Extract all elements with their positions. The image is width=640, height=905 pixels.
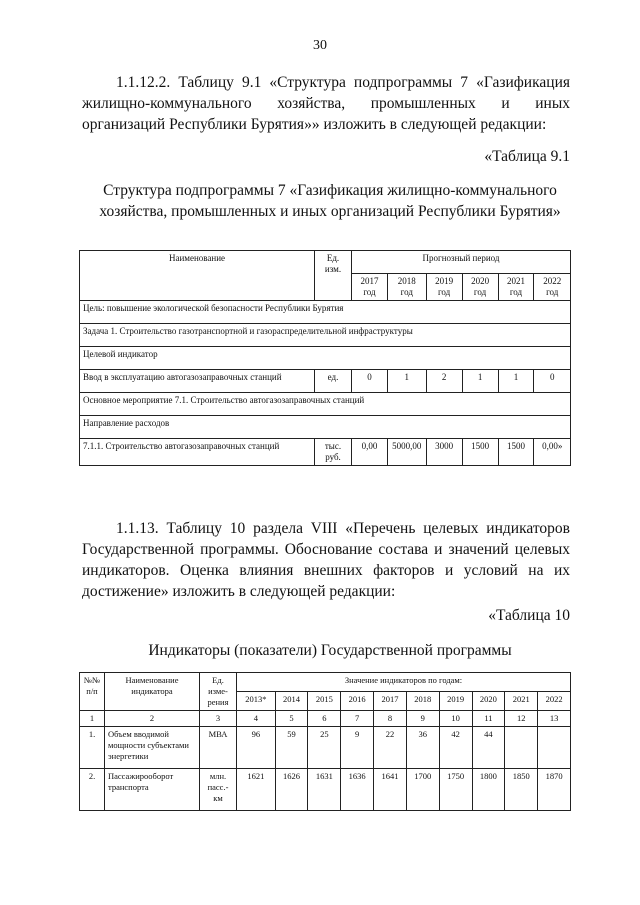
colnum-cell: 1: [80, 711, 105, 727]
table-row: [80, 370, 571, 393]
year-cell: 2018 год: [387, 274, 426, 301]
year-cell: 2017: [374, 692, 407, 711]
value-cell: 1631: [308, 769, 341, 811]
table-row: [80, 769, 571, 811]
row-name: Пассажирооборот транспорта: [105, 769, 200, 811]
page-number: 30: [313, 38, 327, 53]
table-row: [80, 727, 571, 769]
value-cell: 1626: [275, 769, 308, 811]
value-cell: 1: [387, 370, 426, 393]
year-cell: 2021 год: [498, 274, 534, 301]
colnum-cell: 2: [105, 711, 200, 727]
paragraph-2: [82, 518, 570, 602]
year-cell: 2020: [472, 692, 505, 711]
value-cell: 44: [472, 727, 505, 769]
header-name: Наименование: [80, 251, 315, 301]
value-cell: 0: [534, 370, 571, 393]
value-cell: 59: [275, 727, 308, 769]
value-cell: 9: [341, 727, 374, 769]
colnum-cell: 13: [538, 711, 571, 727]
year-cell: 2022: [538, 692, 571, 711]
value-cell: 1800: [472, 769, 505, 811]
row-unit: МВА: [200, 727, 237, 769]
indicator-label-row: Целевой индикатор: [80, 347, 571, 370]
value-cell: 1636: [341, 769, 374, 811]
colnum-cell: 7: [341, 711, 374, 727]
row-unit: млн. пасс.-км: [200, 769, 237, 811]
table-row: [80, 439, 571, 466]
value-cell: 22: [374, 727, 407, 769]
colnum-cell: 5: [275, 711, 308, 727]
value-cell: 42: [439, 727, 472, 769]
value-cell: 96: [237, 727, 276, 769]
row-name: Объем вводимой мощности субъектами энергетики: [105, 727, 200, 769]
value-cell: 1: [498, 370, 534, 393]
goal-row: Цель: повышение экологической безопасности Республики Бурятия: [80, 301, 571, 324]
colnum-cell: 8: [374, 711, 407, 727]
task-row: Задача 1. Строительство газотранспортной и газораспределительной инфраструктуры: [80, 324, 571, 347]
table-9-1: [79, 250, 571, 466]
value-cell: 1850: [505, 769, 538, 811]
colnum-cell: 4: [237, 711, 276, 727]
value-cell: 2: [426, 370, 462, 393]
value-cell: 1621: [237, 769, 276, 811]
value-cell: 0: [352, 370, 388, 393]
year-cell: 2021: [505, 692, 538, 711]
year-cell: 2014: [275, 692, 308, 711]
table-9-1-title: Структура подпрограммы 7 «Газификация жилищно-коммунального хозяйства, промышленных и иных организаций Республики Бурятия»: [99, 182, 561, 220]
paragraph-1: [82, 72, 570, 135]
table-10-title: Индикаторы (показатели) Государственной программы: [148, 642, 512, 659]
year-cell: 2018: [406, 692, 439, 711]
value-cell: 0,00»: [534, 439, 571, 466]
table-9-1-reference: «Таблица 9.1: [484, 148, 570, 165]
value-cell: 1500: [462, 439, 498, 466]
year-cell: 2019: [439, 692, 472, 711]
colnum-cell: 12: [505, 711, 538, 727]
year-cell: 2013*: [237, 692, 276, 711]
row-name: Ввод в эксплуатацию автогазозаправочных станций: [80, 370, 315, 393]
value-cell: 1750: [439, 769, 472, 811]
value-cell: 1: [462, 370, 498, 393]
paragraph-1-text: 1.1.12.2. Таблицу 9.1 «Структура подпрограммы 7 «Газификация жилищно-коммунального хозяйства, промышленных и иных организаций Республики Бурятия»» изложить в следующей редакции:: [82, 74, 570, 133]
value-cell: 1641: [374, 769, 407, 811]
year-cell: 2015: [308, 692, 341, 711]
value-cell: 5000,00: [387, 439, 426, 466]
header-values: Значение индикаторов по годам:: [237, 673, 571, 692]
header-num: №№ п/п: [80, 673, 105, 711]
expense-direction-row: Направление расходов: [80, 416, 571, 439]
row-unit: тыс. руб.: [315, 439, 352, 466]
year-cell: 2017 год: [352, 274, 388, 301]
table-10: [79, 672, 571, 811]
year-cell: 2022 год: [534, 274, 571, 301]
year-cell: 2019 год: [426, 274, 462, 301]
row-num: 2.: [80, 769, 105, 811]
value-cell: 25: [308, 727, 341, 769]
row-num: 1.: [80, 727, 105, 769]
colnum-cell: 9: [406, 711, 439, 727]
colnum-cell: 6: [308, 711, 341, 727]
value-cell: [538, 727, 571, 769]
value-cell: 1700: [406, 769, 439, 811]
value-cell: 3000: [426, 439, 462, 466]
main-event-row: Основное мероприятие 7.1. Строительство автогазозаправочных станций: [80, 393, 571, 416]
header-unit: Ед. изм.: [315, 251, 352, 301]
header-name: Наименование индикатора: [105, 673, 200, 711]
value-cell: 1870: [538, 769, 571, 811]
value-cell: 0,00: [352, 439, 388, 466]
year-cell: 2016: [341, 692, 374, 711]
row-unit: ед.: [315, 370, 352, 393]
paragraph-2-text: 1.1.13. Таблицу 10 раздела VIII «Перечень целевых индикаторов Государственной программы. Обоснование состава и значений целевых индикаторов. Оценка влияния внешних факторов и условий на их достижение» изложить в следующей редакции:: [82, 520, 570, 600]
year-cell: 2020 год: [462, 274, 498, 301]
row-name: 7.1.1. Строительство автогазозаправочных станций: [80, 439, 315, 466]
table-10-reference: «Таблица 10: [488, 607, 570, 624]
header-period: Прогнозный период: [352, 251, 571, 274]
value-cell: [505, 727, 538, 769]
value-cell: 1500: [498, 439, 534, 466]
colnum-cell: 3: [200, 711, 237, 727]
header-unit: Ед. изме-рения: [200, 673, 237, 711]
colnum-cell: 11: [472, 711, 505, 727]
value-cell: 36: [406, 727, 439, 769]
colnum-cell: 10: [439, 711, 472, 727]
